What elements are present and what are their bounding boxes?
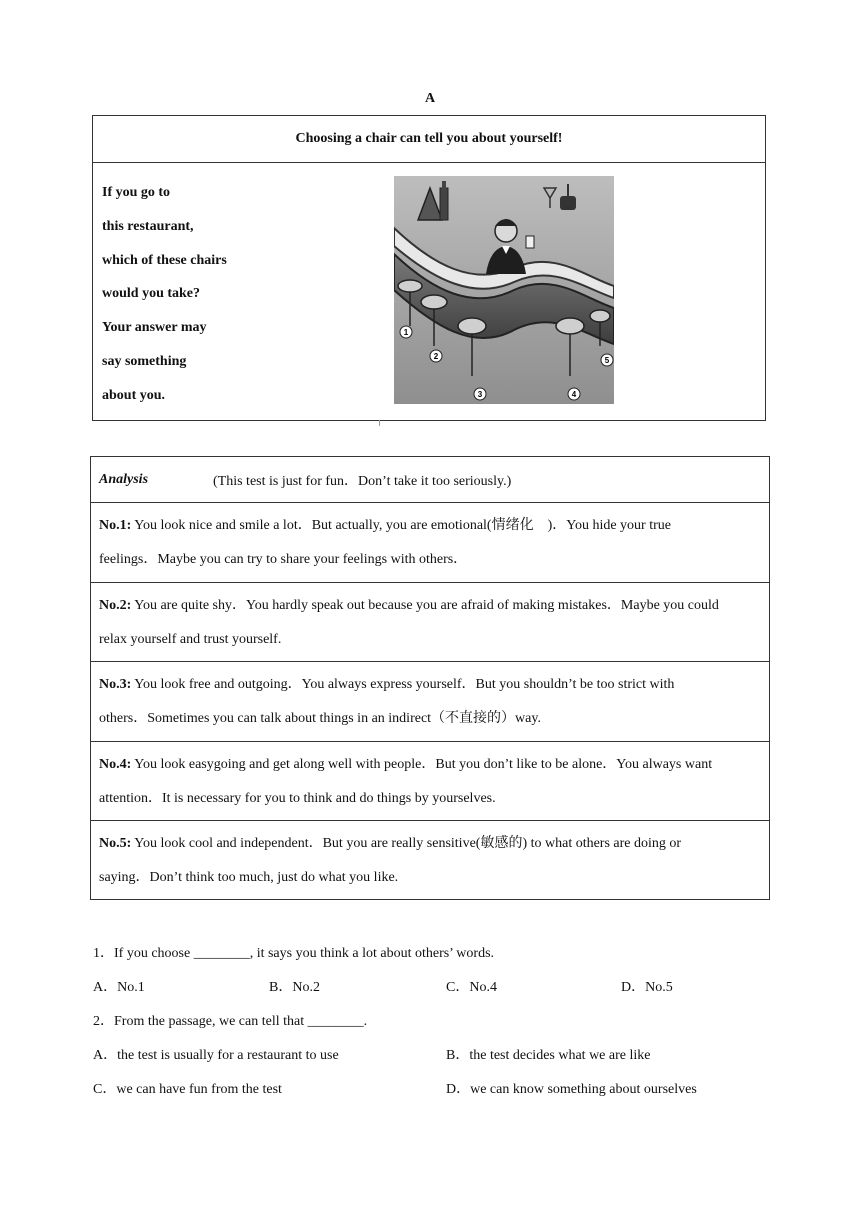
answer-option[interactable]: D．No.5 [621,980,673,995]
item-text: others．Sometimes you can talk about things in an indirect（不直接的）way. [99,711,541,726]
answer-option[interactable]: B．the test decides what we are like [446,1048,651,1063]
answer-option[interactable]: A．the test is usually for a restaurant to use [93,1048,339,1063]
item-number: No.5: [99,836,132,851]
chair-number-label: 1 [403,328,409,337]
analysis-label: Analysis [99,471,149,487]
chair-number-label: 3 [477,390,483,399]
prompt-line: which of these chairs [102,252,227,268]
item-number: No.4: [99,756,132,772]
chair-number-label: 2 [433,352,439,361]
item-text: attention．It is necessary for you to think and do things by yourselves. [99,790,496,806]
analysis-item [91,742,769,822]
prompt-line: about you. [102,387,166,403]
question-stem: 1．If you choose ________, it says you think a lot about others’ words. [93,946,495,961]
item-text: You are quite shy．You hardly speak out because you are afraid of making mistakes．Maybe you could [131,597,719,613]
prompt-line: If you go to [102,185,171,200]
analysis-item [91,821,769,901]
chair-number-label: 5 [604,356,610,365]
restaurant-bar-illustration [394,176,614,404]
analysis-item [91,503,769,583]
divider [379,420,380,426]
item-text: saying．Don’t think too much, just do what you like. [99,870,399,885]
answer-option[interactable]: A．No.1 [93,980,145,995]
analysis-note: (This test is just for fun．Don’t take it too seriously.) [213,473,512,489]
analysis-header-row [91,457,769,503]
section-letter: A [424,91,436,106]
analysis-item [91,662,769,742]
item-text: You look free and outgoing．You always express yourself．But you shouldn’t be too strict with [131,677,675,692]
item-text: feelings．Maybe you can try to share your feelings with others． [99,552,468,567]
item-number: No.1: [99,518,132,533]
prompt-line: Your answer may [102,320,207,336]
prompt-line: say something [102,353,187,369]
item-text: You look nice and smile a lot．But actually, you are emotional(情绪化 )．You hide your true [131,518,671,533]
item-text: relax yourself and trust yourself. [99,631,282,647]
question-stem: 2．From the passage, we can tell that ________. [93,1014,368,1029]
item-number: No.2: [99,597,132,613]
item-text: You look easygoing and get along well with people．But you don’t like to be alone．You always want [131,756,713,772]
answer-option[interactable]: D．we can know something about ourselves [446,1082,697,1097]
item-number: No.3: [99,677,132,692]
analysis-table [90,456,770,900]
prompt-line: this restaurant, [102,218,194,234]
answer-option[interactable]: C．No.4 [446,980,497,995]
item-text: You look cool and independent．But you are really sensitive(敏感的) to what others are doing or [131,836,682,851]
quiz-prompt [102,176,227,413]
answer-option[interactable]: C．we can have fun from the test [93,1082,282,1097]
quiz-title: Choosing a chair can tell you about yourself! [93,116,765,163]
answer-option[interactable]: B．No.2 [269,980,320,995]
chair-number-label: 4 [571,390,577,399]
quiz-box [92,115,766,421]
analysis-item [91,583,769,663]
prompt-line: would you take? [102,286,201,302]
